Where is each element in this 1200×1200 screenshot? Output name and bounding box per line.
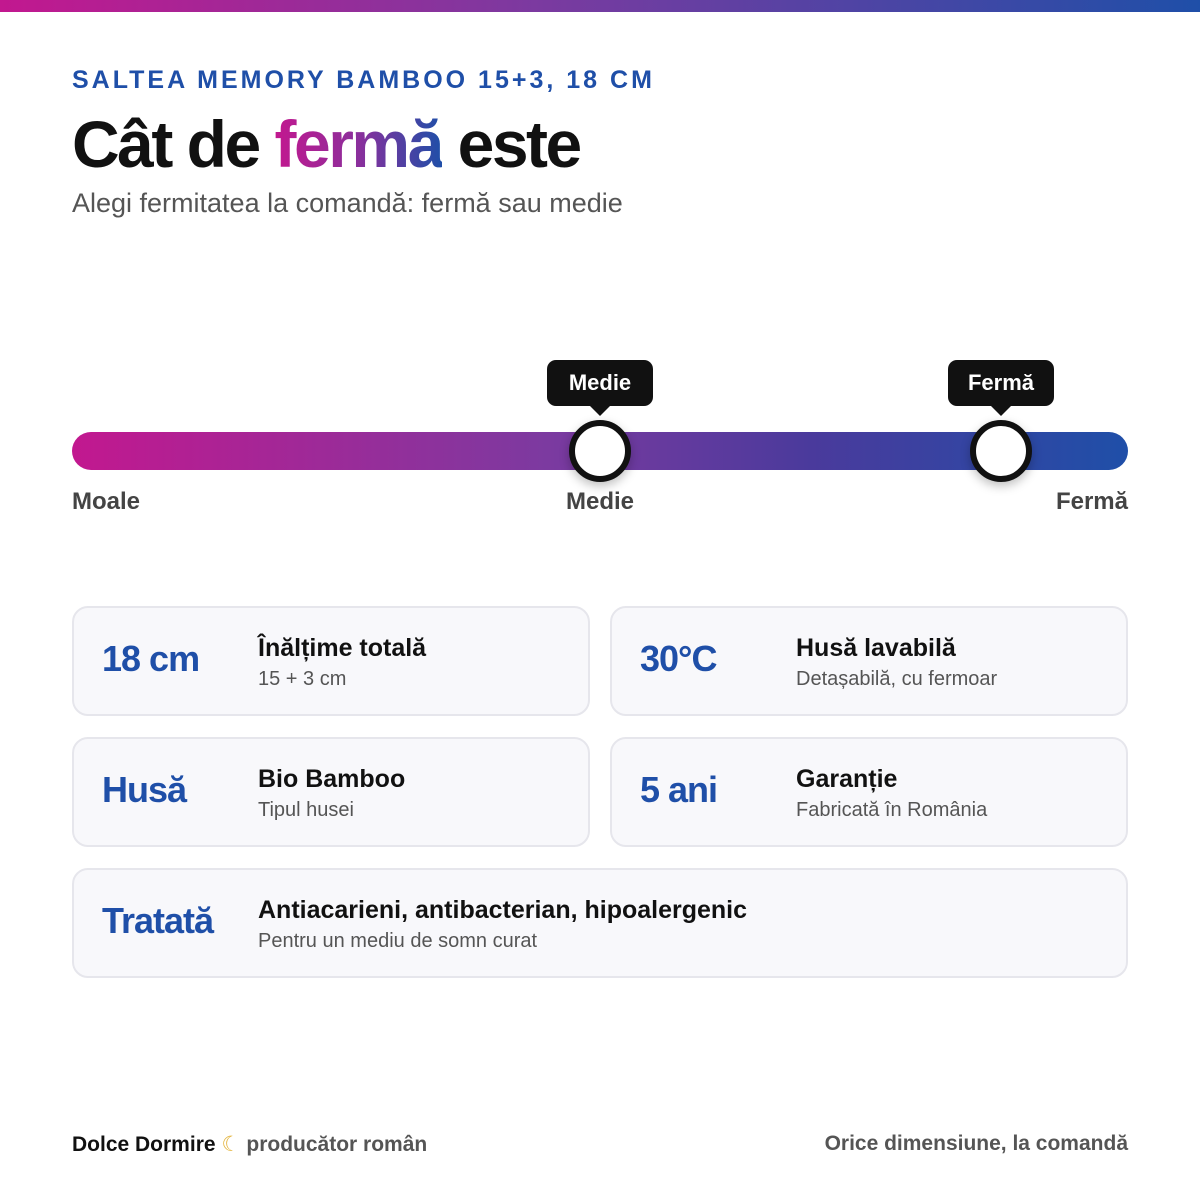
feature-card-height (72, 606, 590, 716)
footer-brand-line (72, 1132, 427, 1157)
feature-title: Bio Bamboo (258, 765, 406, 793)
feature-value: 5 ani (640, 769, 718, 810)
title-accent: fermă (274, 107, 442, 181)
feature-card-warranty (610, 737, 1128, 847)
crescent-moon-icon: ☾ (221, 1133, 241, 1156)
feature-desc: Detașabilă, cu fermoar (796, 668, 998, 690)
feature-desc: Pentru un mediu de somn curat (258, 930, 538, 952)
scale-label-ferma: Fermă (1055, 488, 1128, 515)
feature-card-cover (72, 737, 590, 847)
feature-value: 18 cm (102, 638, 200, 679)
feature-desc: 15 + 3 cm (258, 668, 347, 690)
page-subtitle: Alegi fermitatea la comandă: fermă sau medie (72, 188, 623, 218)
tooltip-medie: Medie (547, 360, 653, 406)
feature-desc: Fabricată în România (796, 799, 988, 821)
feature-value: Husă (102, 769, 187, 810)
title-after: este (441, 107, 580, 181)
feature-title: Garanție (796, 765, 898, 793)
title-before: Cât de (72, 107, 275, 181)
feature-desc: Tipul husei (258, 799, 354, 821)
tooltip-ferma: Fermă (948, 360, 1054, 406)
feature-value: Tratată (102, 900, 214, 941)
knob-medie[interactable] (569, 420, 631, 482)
brand-name: Dolce Dormire (72, 1133, 216, 1156)
scale-label-moale: Moale (72, 488, 141, 515)
scale-label-medie: Medie (565, 488, 634, 515)
top-gradient-bar (0, 0, 1200, 12)
feature-title: Înălțime totală (258, 634, 427, 662)
knob-ferma[interactable] (970, 420, 1032, 482)
brand-tagline: producător român (246, 1133, 428, 1156)
feature-value: 30°C (640, 638, 717, 679)
feature-title: Husă lavabilă (796, 634, 956, 662)
feature-title: Antiacarieni, antibacterian, hipoalergenic (258, 896, 748, 924)
page-title (72, 104, 580, 184)
footer-note: Orice dimensiune, la comandă (824, 1132, 1128, 1155)
product-eyebrow: SALTEA MEMORY BAMBOO 15+3, 18 CM (72, 66, 655, 94)
feature-card-treated (72, 868, 1128, 978)
feature-card-washable (610, 606, 1128, 716)
